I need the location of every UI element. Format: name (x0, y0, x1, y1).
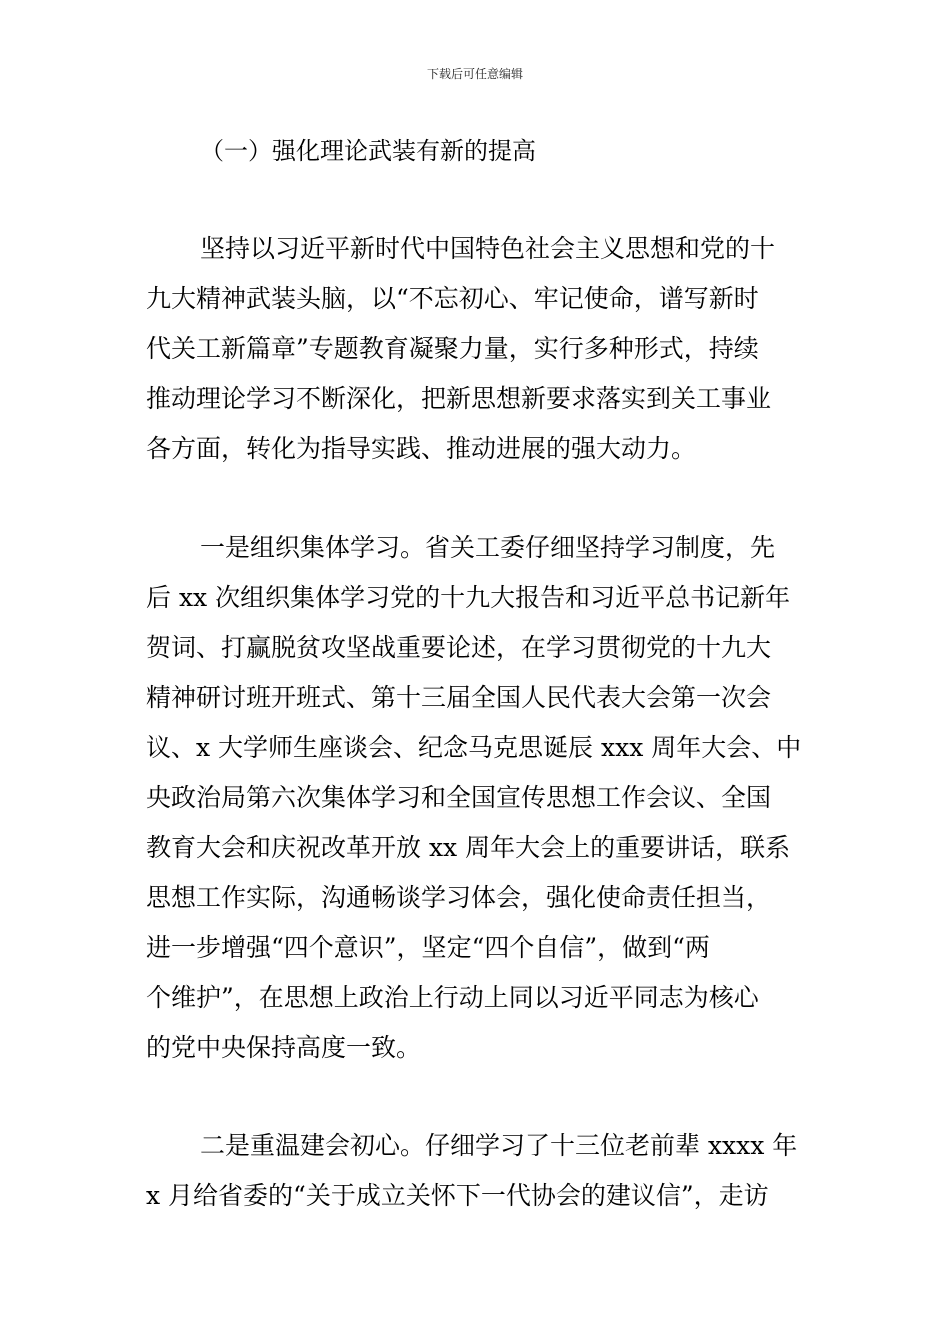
paragraph-collective-study (146, 523, 812, 1073)
paragraph-line: 坚持以习近平新时代中国特色社会主义思想和党的十 (200, 234, 776, 263)
paragraph-founding-mission (146, 1121, 812, 1221)
paragraph-line: x 月给省委的“关于成立关怀下一代协会的建议信”，走访 (146, 1181, 769, 1210)
section-heading: （一）强化理论武装有新的提高 (200, 137, 536, 165)
paragraph-line: 思想工作实际，沟通畅谈学习体会，强化使命责任担当， (146, 883, 772, 912)
paragraph-line: 九大精神武装头脑，以“不忘初心、牢记使命，谱写新时 (146, 284, 759, 313)
paragraph-line: 的党中央保持高度一致。 (146, 1033, 422, 1062)
paragraph-line: 议、x 大学师生座谈会、纪念马克思诞辰 xxx 周年大会、中 (146, 733, 802, 762)
page-header-note: 下载后可任意编辑 (426, 67, 523, 81)
paragraph-line: 精神研讨班开班式、第十三届全国人民代表大会第一次会 (146, 683, 772, 712)
paragraph-line: 二是重温建会初心。仔细学习了十三位老前辈 xxxx 年 (200, 1131, 798, 1160)
paragraph-line: 推动理论学习不断深化，把新思想新要求落实到关工事业 (146, 384, 772, 413)
paragraph-line: 进一步增强“四个意识”，坚定“四个自信”，做到“两 (146, 933, 710, 962)
paragraph-line: 央政治局第六次集体学习和全国宣传思想工作会议、全国 (146, 783, 772, 812)
paragraph-line: 个维护”，在思想上政治上行动上同以习近平同志为核心 (146, 983, 759, 1012)
paragraph-line: 一是组织集体学习。省关工委仔细坚持学习制度，先 (200, 533, 776, 562)
paragraph-line: 后 xx 次组织集体学习党的十九大报告和习近平总书记新年 (146, 583, 791, 612)
paragraph-line: 代关工新篇章”专题教育凝聚力量，实行多种形式，持续 (146, 334, 759, 363)
paragraph-line: 教育大会和庆祝改革开放 xx 周年大会上的重要讲话，联系 (146, 833, 791, 862)
paragraph-line: 贺词、打赢脱贫攻坚战重要论述，在学习贯彻党的十九大 (146, 633, 772, 662)
paragraph-line: 各方面，转化为指导实践、推动进展的强大动力。 (146, 434, 697, 463)
paragraph-theory-armament (146, 224, 812, 474)
